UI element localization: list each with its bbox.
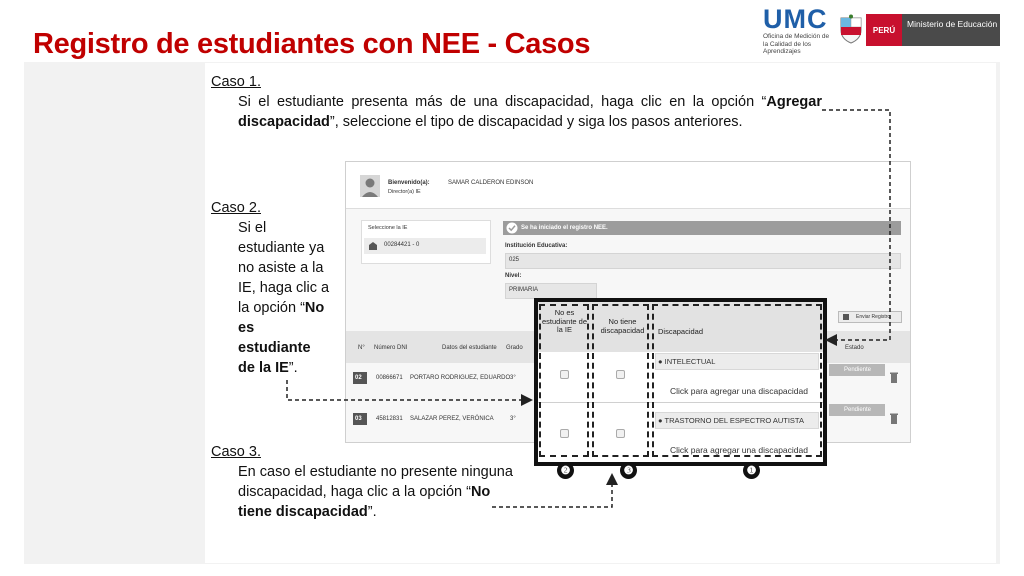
trash-icon[interactable] xyxy=(890,413,898,424)
umc-subtitle: Oficina de Medición de la Calidad de los Aprendizajes xyxy=(763,33,830,55)
user-name: SAMAR CALDERON EDINSON xyxy=(448,180,534,186)
row-2-grade: 3° xyxy=(510,416,516,422)
row-2-status: Pendiente xyxy=(844,407,872,413)
school-icon xyxy=(368,241,378,251)
row-1-status: Pendiente xyxy=(844,367,872,373)
screenshot-header xyxy=(346,162,910,209)
highlight-no-tiene-discapacidad xyxy=(592,304,649,457)
add-disability-link-1[interactable]: Click para agregar una discapacidad xyxy=(670,386,808,396)
slide-title: Registro de estudiantes con NEE - Casos xyxy=(33,28,591,60)
trash-icon[interactable] xyxy=(890,372,898,383)
zoom-col-no-tiene-discapacidad: No tiene discapacidad xyxy=(600,317,645,335)
ie-option[interactable] xyxy=(364,238,486,254)
caso-2-heading: Caso 2. xyxy=(211,200,261,216)
level-value: PRIMARIA xyxy=(509,287,539,293)
welcome-label: Bienvenido(a): xyxy=(388,180,430,186)
zoom-col-discapacidad: Discapacidad xyxy=(658,327,704,336)
row-2-student: SALAZAR PEREZ, VERÓNICA xyxy=(410,416,494,422)
send-icon xyxy=(842,313,850,321)
user-avatar-icon xyxy=(360,175,380,197)
row-1-number: 02 xyxy=(355,375,362,381)
col-header-grade: Grado xyxy=(506,345,523,351)
add-disability-link-2[interactable]: Click para agregar una discapacidad xyxy=(670,445,808,455)
row-1-student: PORTARO RODRIGUEZ, EDUARDO xyxy=(410,375,511,381)
institution-label: Institución Educativa: xyxy=(505,243,568,249)
select-ie-label: Seleccione la IE xyxy=(368,225,408,231)
row-2-dni: 45812831 xyxy=(376,416,403,422)
disability-row-2-label: ● TRASTORNO DEL ESPECTRO AUTISTA xyxy=(658,416,804,425)
disability-row-1-label: ● INTELECTUAL xyxy=(658,357,716,366)
row-2-number: 03 xyxy=(355,416,362,422)
highlight-discapacidad xyxy=(652,304,822,457)
badge-1: ❶ xyxy=(743,462,760,479)
check-circle-icon xyxy=(506,222,518,234)
col-header-status: Estado xyxy=(845,345,864,351)
national-shield-icon xyxy=(838,14,864,44)
row-1-grade: 3° xyxy=(510,375,516,381)
badge-3: ❸ xyxy=(620,462,637,479)
caso-1-text: Si el estudiante presenta más de una discapacidad, haga clic en la opción “Agregar discapacidad”, seleccione el tipo de discapacidad y siga los pasos anteriores. xyxy=(238,94,822,130)
peru-label: PERÚ xyxy=(866,14,902,46)
umc-logo: UMC xyxy=(763,4,828,34)
institution-value: 025 xyxy=(509,257,520,263)
caso-1-heading: Caso 1. xyxy=(211,74,261,90)
caso-3-heading: Caso 3. xyxy=(211,444,261,460)
caso-2-text: Si el estudiante ya no asiste a la IE, haga clic a la opción “No es estudiante de la IE”. xyxy=(238,220,330,376)
level-label: Nivel: xyxy=(505,273,522,279)
ministry-label: Ministerio de Educación xyxy=(902,14,1000,46)
row-1-dni: 00866671 xyxy=(376,375,403,381)
col-header-dni: Número DNI xyxy=(374,345,408,351)
highlight-no-es-estudiante xyxy=(539,304,589,457)
badge-2: ❷ xyxy=(557,462,574,479)
ie-code: 00284421 - 0 xyxy=(384,242,420,248)
caso-3-text: En caso el estudiante no presente ninguna discapacidad, haga clic a la opción “No tiene discapacidad”. xyxy=(238,464,513,520)
send-button-label: Enviar Registro xyxy=(856,314,891,320)
zoom-col-no-es-estudiante: No es estudiante de la IE xyxy=(541,308,588,334)
status-message: Se ha iniciado el registro NEE. xyxy=(521,225,608,231)
user-role: Director(a) IE xyxy=(388,189,421,195)
col-header-student: Datos del estudiante xyxy=(442,345,497,351)
institution-field xyxy=(505,253,901,269)
col-header-number: N° xyxy=(358,345,365,351)
